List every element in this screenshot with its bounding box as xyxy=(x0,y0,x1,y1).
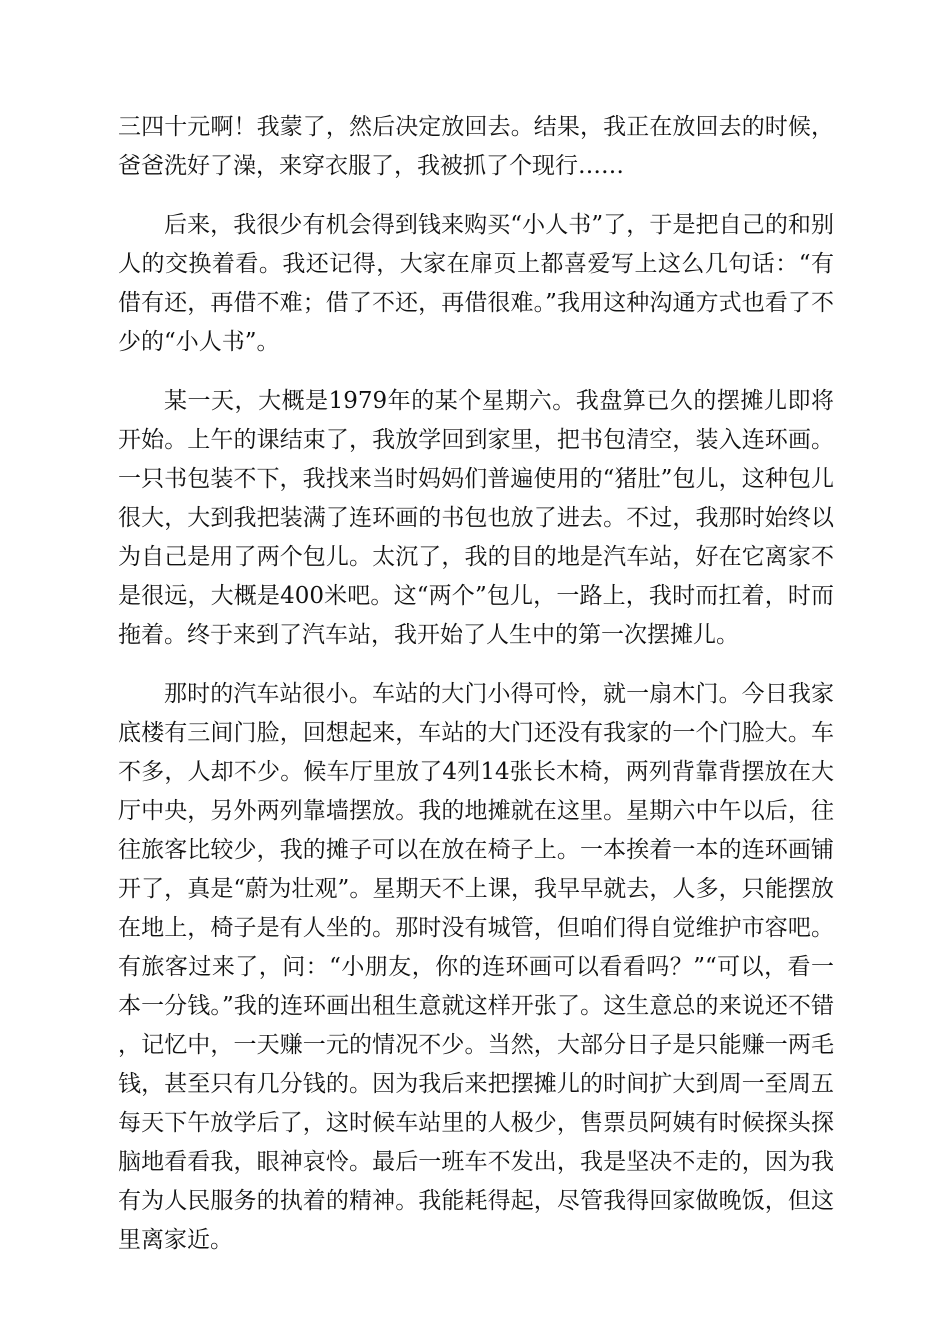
paragraph-3: 某一天，大概是1979年的某个星期六。我盘算已久的摆摊儿即将开始。上午的课结束了，我放学回到家里，把书包清空，装入连环画。一只书包装不下，我找来当时妈妈们普遍使用的“猪肚”包儿，这种包儿很大，大到我把装满了连环画的书包也放了进去。不过，我那时始终以为自己是用了两个包儿。太沉了，我的目的地是汽车站，好在它离家不是很远，大概是400米吧。这“两个”包儿，一路上，我时而扛着，时而拖着。终于来到了汽车站，我开始了人生中的第一次摆摊儿。 xyxy=(118,388,834,648)
paragraph-2: 后来，我很少有机会得到钱来购买“小人书”了，于是把自己的和别人的交换着看。我还记得，大家在扉页上都喜爱写上这么几句话：“有借有还，再借不难；借了不还，再借很难。”我用这种沟通方式也看了不少的“小人书”。 xyxy=(118,212,834,355)
paragraph-4: 那时的汽车站很小。车站的大门小得可怜，就一扇木门。今日我家底楼有三间门脸，回想起来，车站的大门还没有我家的一个门脸大。车不多，人却不少。候车厅里放了4列14张长木椅，两列背靠背摆放在大厅中央，另外两列靠墙摆放。我的地摊就在这里。星期六中午以后，往往旅客比较少，我的摊子可以在放在椅子上。一本挨着一本的连环画铺开了，真是“蔚为壮观”。星期天不上课，我早早就去，人多，只能摆放在地上，椅子是有人坐的。那时没有城管，但咱们得自觉维护市容吧。有旅客过来了，问：“小朋友，你的连环画可以看看吗？”“可以，看一本一分钱。”我的连环画出租生意就这样开张了。这生意总的来说还不错，记忆中，一天赚一元的情况不少。当然，大部分日子是只能赚一两毛钱，甚至只有几分钱的。因为我后来把摆摊儿的时间扩大到周一至周五每天下午放学后了，这时候车站里的人极少，售票员阿姨有时候探头探脑地看看我，眼神哀怜。最后一班车不发出，我是坚决不走的，因为我有为人民服务的执着的精神。我能耗得起，尽管我得回家做晚饭，但这里离家近。 xyxy=(118,681,834,1253)
paragraph-1: 三四十元啊！我蒙了，然后决定放回去。结果，我正在放回去的时候，爸爸洗好了澡，来穿衣服了，我被抓了个现行…… xyxy=(118,114,834,179)
document-body xyxy=(118,108,834,1280)
